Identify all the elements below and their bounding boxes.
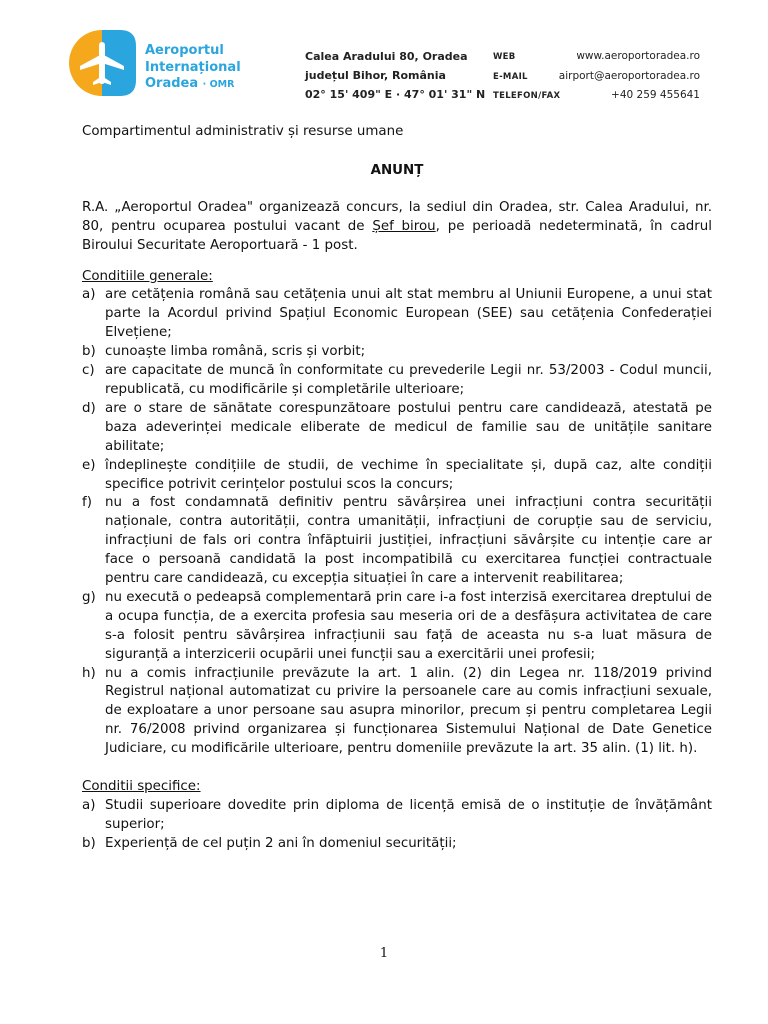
list-item: b) Experiență de cel puțin 2 ani în domeniul securității; — [82, 835, 457, 851]
logo-line-1: Aeroportul — [145, 43, 224, 58]
logo-code: · OMR — [202, 79, 235, 90]
airport-logo-icon — [68, 30, 136, 96]
position-name: Șef birou — [372, 218, 436, 234]
web-link[interactable]: www.aeroportoradea.ro — [576, 50, 700, 62]
list-item: f) nu a fost condamnată definitiv pentru săvârșirea unei infracțiuni contra securității naționale, contra autorității, contra umanității, infracțiuni de corupție sau de serviciu, infracțiuni de fals ori contra înfăptuirii justiției, infracțiuni săvârșite cu intenție care ar face o persoană candidată la post incompatibilă cu exercitarea funcției contractuale pentru care candidează, cu excepția situației în care a intervenit reabilitarea; — [82, 495, 712, 587]
general-conditions-title: Conditiile generale: — [82, 268, 213, 284]
list-item: a) Studii superioare dovedite prin diploma de licență emisă de o instituție de învățământ superior; — [82, 798, 712, 832]
list-item: h) nu a comis infracțiunile prevăzute la art. 1 alin. (2) din Legea nr. 118/2019 privind Registrul național automatizat cu privire la persoanele care au comis infracțiuni sexuale, de exploatare a unor persoane sau asupra minorilor, precum și pentru completarea Legii nr. 76/2008 privind organizarea și funcționarea Sistemului Național de Date Genetice Judiciare, cu modificările ulterioare, pentru domeniile prevăzute la art. 35 alin. (1) lit. h). — [82, 665, 712, 757]
list-item: b) cunoaște limba română, scris și vorbit; — [82, 344, 366, 360]
web-label: WEB — [493, 52, 516, 62]
list-item: a) are cetățenia română sau cetățenia unui alt stat membru al Uniunii Europene, a unui stat parte la Acordul privind Spațiul Economic European (SEE) sau cetățenia Confederației Elvețiene; — [82, 287, 712, 341]
announcement-body — [82, 123, 712, 854]
logo-line-2: Internațional — [145, 59, 241, 75]
list-item: e) îndeplinește condițiile de studii, de vechime în specialitate și, după caz, alte condiții specifice potrivit cerințelor postului scos la concurs; — [82, 457, 712, 492]
intro-paragraph: R.A. „Aeroportul Oradea" organizează concurs, la sediul din Oradea, str. Calea Aradului, nr. 80, pentru ocuparea postului vacant de Șef birou, pe perioadă nedeterminată, în cadrul Biroului Securitate Aeroportuară - 1 post. — [82, 199, 712, 253]
department: Compartimentul administrativ și resurse umane — [82, 124, 404, 139]
list-item: g) nu execută o pedeapsă complementară prin care i-a fost interzisă exercitarea dreptului de a ocupa funcția, de a exercita profesia sau meseria ori de a desfășura activitatea de care s-a folosit pentru săvârșirea infracțiunii sau față de aceasta nu s-a luat măsura de siguranță a interzicerii ocupării unei funcții sau a exercitării unei profesii; — [82, 589, 712, 662]
specific-conditions-list — [82, 797, 712, 854]
address-block — [305, 47, 485, 104]
address-coordinates: 02° 15' 409" E · 47° 01' 31" N — [305, 88, 486, 101]
phone-label: TELEFON/FAX — [493, 91, 561, 101]
specific-conditions-title: Conditii specifice: — [82, 779, 201, 795]
email-link[interactable]: airport@aeroportoradea.ro — [558, 69, 700, 82]
airport-name — [145, 43, 241, 94]
general-conditions-list — [82, 286, 712, 759]
phone-number: +40 259 455641 — [611, 89, 700, 101]
contact-values — [559, 47, 700, 106]
address-line-2: județul Bihor, România — [305, 69, 446, 82]
logo-line-3: Oradea · OMR — [145, 76, 235, 91]
address-line-1: Calea Aradului 80, Oradea — [305, 50, 468, 63]
contact-labels — [493, 48, 560, 107]
list-item: c) are capacitate de muncă în conformitate cu prevederile Legii nr. 53/2003 - Codul muncii, republicată, cu modificările și completările ulterioare; — [82, 363, 712, 397]
page-title: ANUNȚ — [370, 162, 424, 178]
list-item: d) are o stare de sănătate corespunzătoare postului pentru care candidează, atestată pe baza adeverinței medicale eliberate de medicul de familie sau de unitățile sanitare abilitate; — [82, 400, 712, 454]
email-label: E-MAIL — [493, 71, 528, 82]
letterhead — [0, 0, 768, 110]
page-number: 1 — [379, 946, 389, 961]
